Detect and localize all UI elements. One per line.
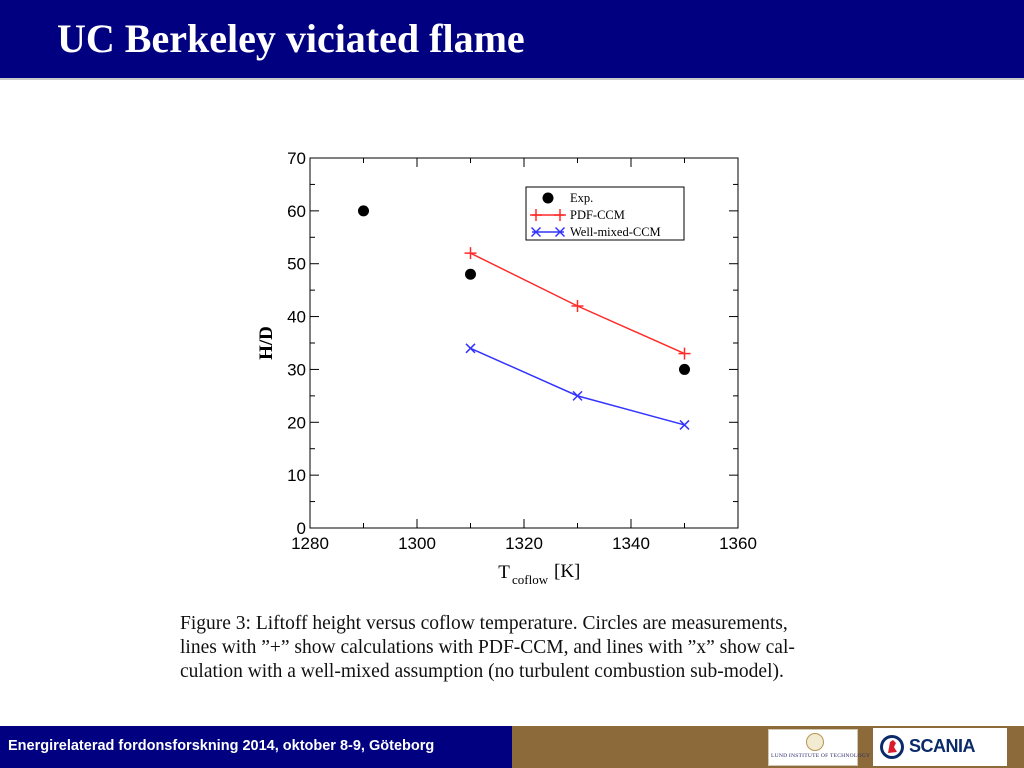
lund-seal-icon (806, 733, 824, 751)
x-tick-label: 1360 (719, 534, 757, 553)
data-point-pdf-ccm (679, 348, 691, 360)
x-axis-label-unit: [K] (554, 561, 581, 582)
slide-title: UC Berkeley viciated flame (57, 16, 525, 61)
footer-text: Energirelaterad fordonsforskning 2014, oktober 8-9, Göteborg (8, 738, 435, 754)
y-tick-label: 20 (287, 413, 306, 433)
y-tick-label: 10 (287, 466, 306, 486)
y-tick-label: 60 (287, 201, 306, 221)
y-tick-label: 30 (287, 360, 306, 380)
legend-label-well-mixed-ccm: Well-mixed-CCM (570, 225, 661, 239)
x-axis-label: T (498, 562, 510, 583)
legend-label-pdf-ccm: PDF-CCM (570, 208, 625, 222)
data-point-exp (358, 205, 369, 216)
y-tick-label: 0 (296, 519, 306, 538)
slide-header (0, 0, 1024, 78)
scania-logo-text: SCANIA (909, 736, 976, 756)
header-rule (0, 78, 1024, 80)
x-tick-label: 1300 (398, 534, 436, 553)
liftoff-chart (250, 140, 790, 600)
legend-label-exp: Exp. (570, 191, 594, 205)
data-point-well-mixed-ccm (680, 420, 689, 429)
y-axis-label: H/D (256, 326, 277, 360)
footer-bar (0, 726, 512, 768)
y-tick-label: 40 (287, 307, 306, 327)
data-point-well-mixed-ccm (466, 344, 475, 353)
scania-griffin-icon (879, 731, 905, 763)
x-tick-label: 1280 (291, 534, 329, 553)
series-line-well-mixed-ccm (471, 348, 685, 425)
legend-marker-exp (543, 193, 554, 204)
lund-logo-text: LUND INSTITUTE OF TECHNOLOGY (771, 753, 871, 759)
lund-logo (768, 729, 871, 766)
x-axis-label-sub: coflow (512, 572, 549, 587)
y-tick-label: 50 (287, 254, 306, 274)
caption-line: lines with ”+” show calculations with PDF-CCM, and lines with ”x” show cal- (180, 637, 795, 658)
data-point-pdf-ccm (465, 247, 477, 259)
data-point-well-mixed-ccm (573, 391, 582, 400)
x-tick-label: 1340 (612, 534, 650, 553)
figure-caption (180, 612, 880, 684)
data-point-exp (465, 269, 476, 280)
data-point-exp (679, 364, 690, 375)
scania-logo (873, 728, 1007, 766)
data-point-pdf-ccm (572, 300, 584, 312)
x-tick-label: 1320 (505, 534, 543, 553)
y-tick-label: 70 (287, 149, 306, 168)
caption-line: culation with a well-mixed assumption (no turbulent combustion sub-model). (180, 661, 784, 682)
caption-line: Figure 3: Liftoff height versus coflow temperature. Circles are measurements, (180, 613, 788, 634)
